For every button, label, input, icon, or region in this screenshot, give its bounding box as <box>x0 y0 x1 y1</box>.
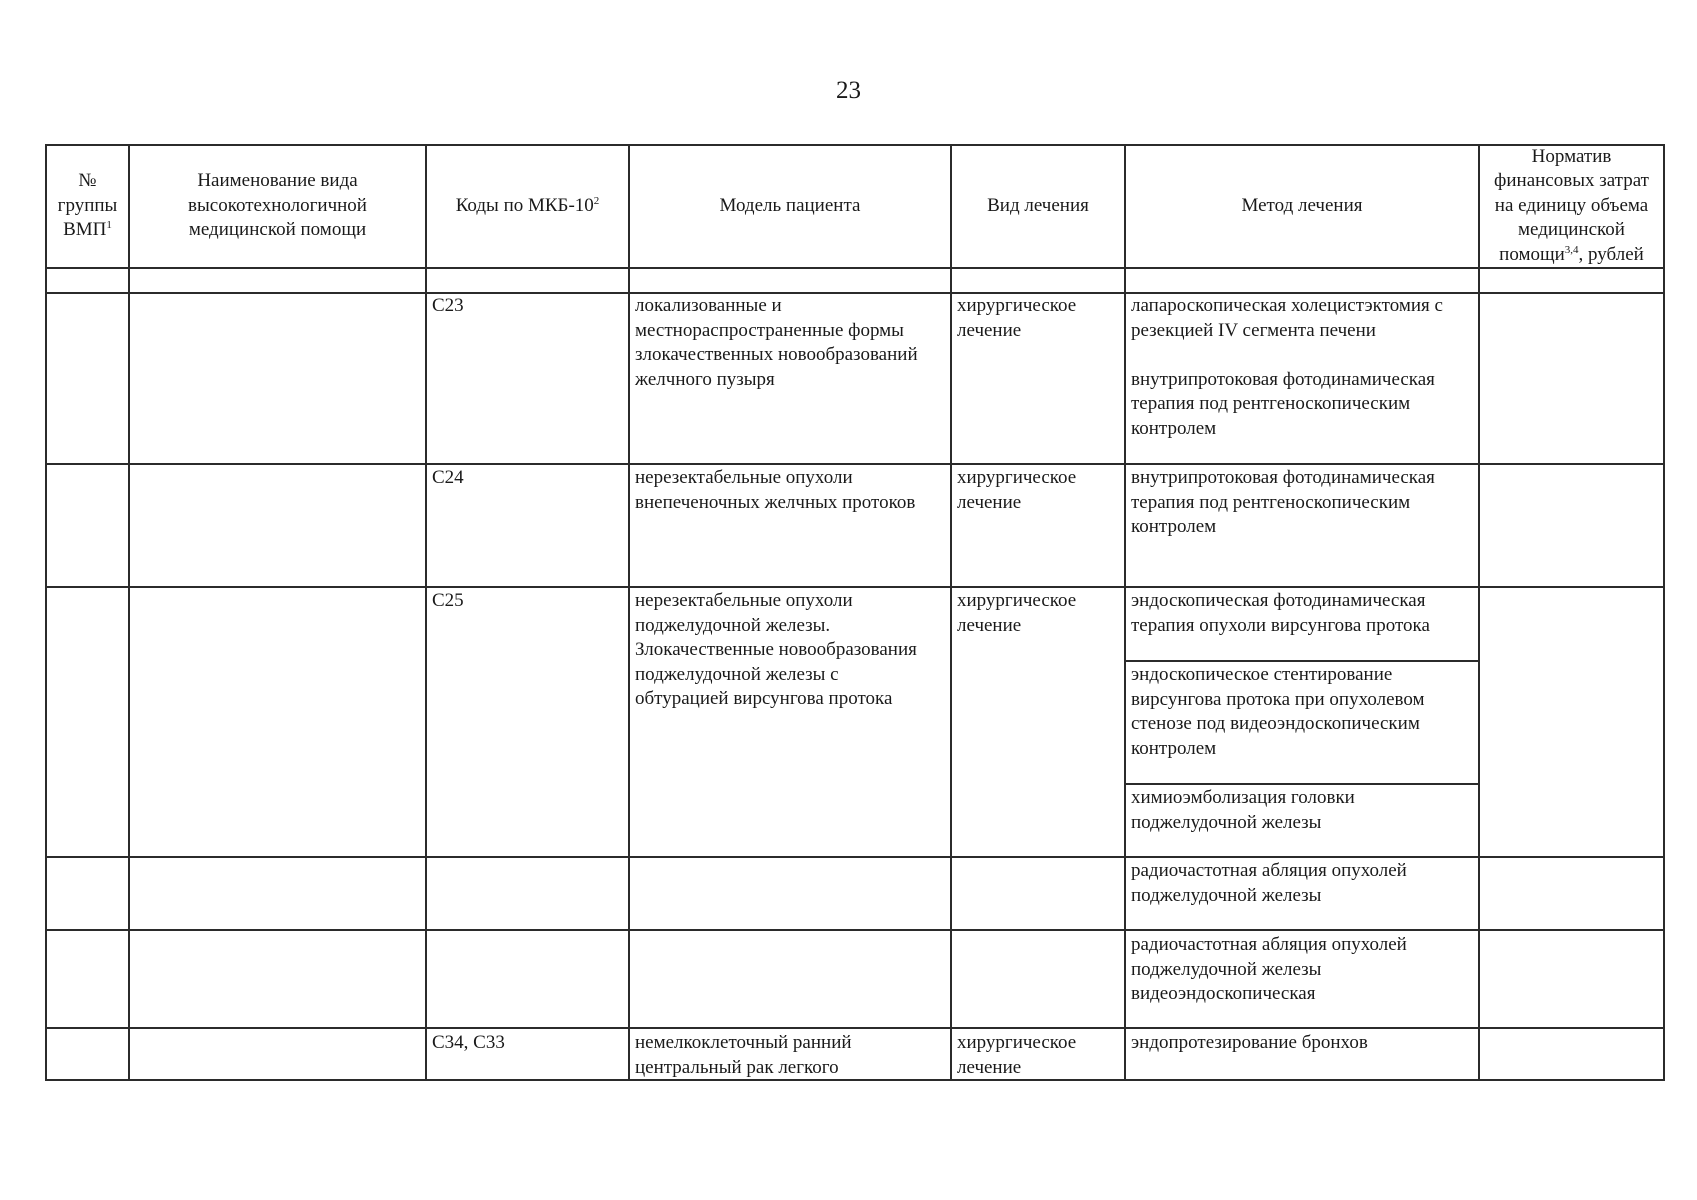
row-treatment-method-cell <box>1125 1030 1479 1056</box>
icd-code: C23 <box>432 295 464 316</box>
row-divider <box>45 463 1665 465</box>
icd-code: C24 <box>432 467 464 488</box>
header-care-name <box>129 145 426 267</box>
header-cost-norm-line: на единицу объема <box>1494 194 1649 216</box>
row-patient-model-cell <box>629 465 951 515</box>
treatment-method-line: терапия опухоли вирсунгова протока <box>1131 614 1430 636</box>
treatment-method-line: контролем <box>1131 737 1217 759</box>
treatment-type-line: хирургическое <box>957 590 1077 611</box>
header-treatment-type <box>951 145 1125 267</box>
treatment-method-line: внутрипротоковая фотодинамическая <box>1131 467 1435 488</box>
column-divider <box>425 144 427 1081</box>
header-icd-codes-label: Коды по МКБ-10 <box>455 194 594 216</box>
patient-model-line: нерезектабельные опухоли <box>635 590 853 611</box>
treatment-type-line: хирургическое <box>957 467 1077 488</box>
row-divider <box>45 856 1665 858</box>
header-cost-norm-line: финансовых затрат <box>1494 170 1649 192</box>
row-treatment-method-cell <box>1125 858 1479 908</box>
header-icd-codes <box>426 145 629 267</box>
footnote-ref: 2 <box>593 194 600 207</box>
patient-model-line: локализованные и <box>635 295 782 316</box>
table-border-bottom <box>45 1079 1665 1081</box>
patient-model-line: Злокачественные новообразования <box>635 639 917 660</box>
treatment-method-line: поджелудочной железы <box>1131 884 1322 906</box>
treatment-method-line: внутрипротоковая фотодинамическая <box>1131 368 1435 390</box>
treatment-type-line: лечение <box>957 1056 1022 1078</box>
treatment-type-line: хирургическое <box>957 295 1077 316</box>
patient-model-line: поджелудочной железы. <box>635 614 831 636</box>
icd-code: C34, C33 <box>432 1032 505 1053</box>
treatment-type-line: лечение <box>957 491 1022 513</box>
row-treatment-method-cell <box>1125 662 1479 761</box>
header-cost-norm-line: помощи <box>1499 243 1565 265</box>
header-cost-norm-line: Норматив <box>1531 145 1612 167</box>
row-code-cell <box>426 1030 629 1056</box>
method-subdivider <box>1124 660 1479 662</box>
treatment-method-line: химиоэмболизация головки <box>1131 787 1355 808</box>
row-divider <box>45 1027 1665 1029</box>
patient-model-line: местнораспространенные формы <box>635 319 904 341</box>
row-code-cell <box>426 293 629 319</box>
treatment-method-line: радиочастотная абляция опухолей <box>1131 934 1407 955</box>
header-cost-norm-tail: , рублей <box>1578 243 1644 265</box>
header-treatment-type-label: Вид лечения <box>987 194 1089 216</box>
header-cost-norm <box>1479 145 1664 267</box>
treatment-method-line: контролем <box>1131 417 1217 439</box>
patient-model-line: немелкоклеточный ранний <box>635 1032 852 1053</box>
column-divider <box>128 144 130 1081</box>
header-group-number <box>46 145 129 267</box>
treatment-method-line: стенозе под видеоэндоскопическим <box>1131 713 1420 734</box>
header-group-number-line: ВМП <box>63 219 107 241</box>
patient-model-line: злокачественных новообразований <box>635 344 918 365</box>
treatment-method-line: эндоскопическая фотодинамическая <box>1131 590 1426 611</box>
table-border-right <box>1663 144 1665 1081</box>
row-treatment-type-cell <box>951 293 1125 343</box>
row-divider <box>45 586 1665 588</box>
row-patient-model-cell <box>629 293 951 392</box>
treatment-method-line: терапия под рентгеноскопическим <box>1131 491 1411 513</box>
patient-model-line: обтурацией вирсунгова протока <box>635 688 893 709</box>
footnote-ref: 1 <box>106 219 112 232</box>
header-cost-norm-line: медицинской <box>1518 219 1625 241</box>
treatment-method-line: терапия под рентгеноскопическим <box>1131 393 1411 414</box>
column-divider <box>1124 144 1126 1081</box>
header-care-name-line: Наименование вида <box>197 170 358 192</box>
method-subdivider <box>1124 783 1479 785</box>
icd-code: C25 <box>432 590 464 611</box>
page-number: 23 <box>836 77 861 104</box>
patient-model-line: нерезектабельные опухоли <box>635 467 853 488</box>
header-care-name-line: высокотехнологичной <box>188 194 367 216</box>
header-patient-model <box>629 145 951 267</box>
table-border-top <box>45 144 1665 146</box>
row-divider <box>45 929 1665 931</box>
header-divider <box>45 267 1665 269</box>
row-treatment-method-cell <box>1125 293 1479 441</box>
treatment-method-line: резекцией IV сегмента печени <box>1131 319 1376 341</box>
table-border-left <box>45 144 47 1081</box>
column-divider <box>950 144 952 1081</box>
column-divider <box>628 144 630 1081</box>
treatment-type-line: лечение <box>957 614 1022 636</box>
header-group-number-line: № <box>78 170 97 192</box>
footnote-ref: 3,4 <box>1564 243 1579 256</box>
patient-model-line: желчного пузыря <box>635 368 775 390</box>
row-patient-model-cell <box>629 1030 951 1080</box>
header-treatment-method-label: Метод лечения <box>1241 194 1363 216</box>
treatment-type-line: хирургическое <box>957 1032 1077 1053</box>
row-treatment-type-cell <box>951 1030 1125 1080</box>
treatment-method-line: вирсунгова протока при опухолевом <box>1131 688 1425 710</box>
row-treatment-method-cell <box>1125 932 1479 1007</box>
treatment-method-line: поджелудочной железы <box>1131 811 1322 833</box>
patient-model-line: поджелудочной железы с <box>635 663 839 685</box>
treatment-method-line: лапароскопическая холецистэктомия с <box>1131 295 1443 316</box>
row-treatment-method-cell <box>1125 785 1479 835</box>
row-treatment-method-cell <box>1125 588 1479 638</box>
header-care-name-line: медицинской помощи <box>188 219 367 241</box>
row-treatment-type-cell <box>951 588 1125 638</box>
row-code-cell <box>426 588 629 614</box>
treatment-method-line: контролем <box>1131 516 1217 537</box>
treatment-method-line: видеоэндоскопическая <box>1131 983 1316 1004</box>
treatment-type-line: лечение <box>957 319 1022 341</box>
header-treatment-method <box>1125 145 1479 267</box>
treatment-method-line: поджелудочной железы <box>1131 958 1322 980</box>
treatment-method-line: эндоскопическое стентирование <box>1131 664 1393 685</box>
row-code-cell <box>426 465 629 491</box>
patient-model-line: центральный рак легкого <box>635 1056 839 1078</box>
column-divider <box>1478 144 1480 1081</box>
header-patient-model-label: Модель пациента <box>719 194 861 216</box>
row-divider <box>45 292 1665 294</box>
header-group-number-line: группы <box>57 194 118 216</box>
row-treatment-method-cell <box>1125 465 1479 540</box>
row-treatment-type-cell <box>951 465 1125 515</box>
row-patient-model-cell <box>629 588 951 712</box>
treatment-method-line: радиочастотная абляция опухолей <box>1131 860 1407 881</box>
treatment-method-line: эндопротезирование бронхов <box>1131 1032 1368 1053</box>
patient-model-line: внепеченочных желчных протоков <box>635 491 916 513</box>
